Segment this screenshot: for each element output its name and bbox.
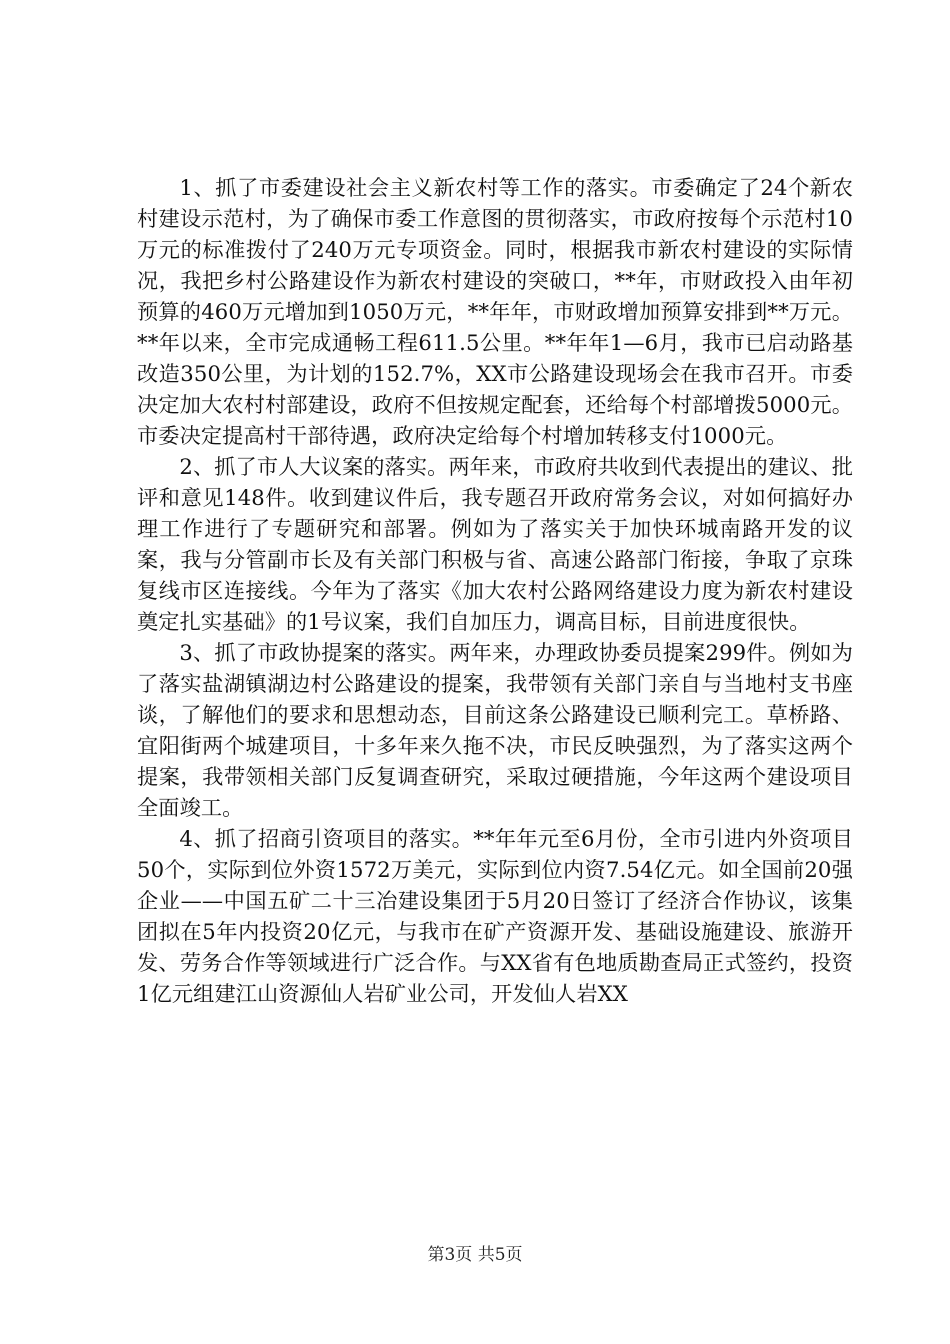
paragraph-3: 3、抓了市政协提案的落实。两年来，办理政协委员提案299件。例如为了落实盐湖镇湖边村公路建设的提案，我带领有关部门亲自与当地村支书座谈，了解他们的要求和思想动态，目前这条公路建设已顺利完工。草桥路、宜阳街两个城建项目，十多年来久拖不决，市民反映强烈，为了落实这两个提案，我带领相关部门反复调查研究，采取过硬措施，今年这两个建设项目全面竣工。 xyxy=(137,640,853,820)
document-body xyxy=(137,172,853,1009)
page-footer xyxy=(0,1244,950,1266)
paragraph-4: 4、抓了招商引资项目的落实。**年年元至6月份，全市引进内外资项目50个，实际到位外资1572万美元，实际到位内资7.54亿元。如全国前20强企业——中国五矿二十三冶建设集团于5月20日签订了经济合作协议，该集团拟在5年内投资20亿元，与我市在矿产资源开发、基础设施建设、旅游开发、劳务合作等领域进行广泛合作。与XX省有色地质勘查局正式签约，投资1亿元组建江山资源仙人岩矿业公司，开发仙人岩XX xyxy=(137,826,853,1006)
paragraph-2: 2、抓了市人大议案的落实。两年来，市政府共收到代表提出的建议、批评和意见148件。收到建议件后，我专题召开政府常务会议，对如何搞好办理工作进行了专题研究和部署。例如为了落实关于加快环城南路开发的议案，我与分管副市长及有关部门积极与省、高速公路部门衔接，争取了京珠复线市区连接线。今年为了落实《加大农村公路网络建设力度为新农村建设奠定扎实基础》的1号议案，我们自加压力，调高目标，目前进度很快。 xyxy=(137,454,853,634)
paragraph-1: 1、抓了市委建设社会主义新农村等工作的落实。市委确定了24个新农村建设示范村，为了确保市委工作意图的贯彻落实，市政府按每个示范村10万元的标准拨付了240万元专项资金。同时，根据我市新农村建设的实际情况，我把乡村公路建设作为新农村建设的突破口，**年，市财政投入由年初预算的460万元增加到1050万元，**年年，市财政增加预算安排到**万元。**年以来，全市完成通畅工程611.5公里。**年年1—6月，我市已启动路基改造350公里，为计划的152.7%，XX市公路建设现场会在我市召开。市委决定加大农村村部建设，政府不但按规定配套，还给每个村部增拨5000元。市委决定提高村干部待遇，政府决定给每个村增加转移支付1000元。 xyxy=(137,175,853,448)
page-number-label: 第3页 共5页 xyxy=(427,1245,523,1265)
